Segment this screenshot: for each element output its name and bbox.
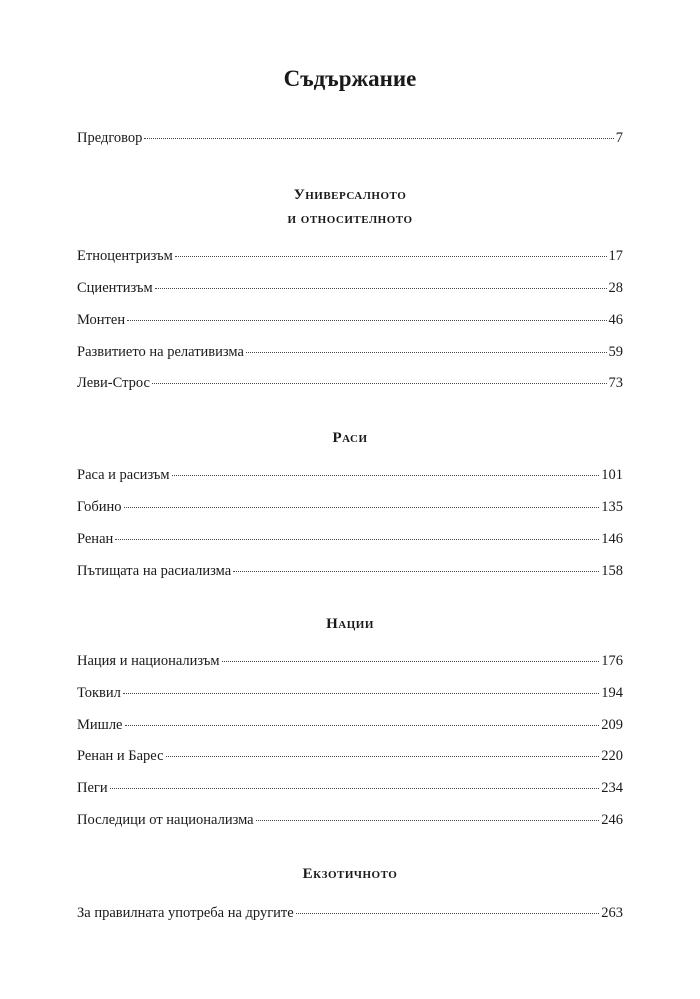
toc-entry-label: За правилната употреба на другите (77, 905, 294, 921)
section-title-universal (0, 183, 700, 231)
toc-entry-page: 28 (608, 280, 623, 296)
dot-leader (296, 913, 600, 914)
dot-leader (127, 320, 606, 321)
toc-entry-page: 46 (608, 312, 623, 328)
dot-leader (124, 507, 600, 508)
toc-entry-label: Токвил (77, 685, 121, 701)
dot-leader (256, 820, 600, 821)
toc-entry-page: 158 (601, 563, 623, 579)
toc-entry-label: Развитието на релативизма (77, 344, 244, 360)
section-title-line: и относителното (287, 211, 413, 227)
toc-entry-page: 101 (601, 467, 623, 483)
toc-entry-page: 263 (601, 905, 623, 921)
toc-entry (77, 561, 623, 581)
toc-entry-label: Гобино (77, 499, 122, 515)
toc-entry-label: Последици от национализма (77, 812, 254, 828)
section-title-line: Универсалното (293, 187, 407, 203)
section-title-races (0, 426, 700, 450)
toc-entry (77, 651, 623, 671)
toc-entry (77, 903, 623, 923)
dot-leader (172, 475, 600, 476)
dot-leader (123, 693, 599, 694)
toc-entry-label: Пътищата на расиализма (77, 563, 232, 579)
toc-entry-page: 246 (601, 812, 623, 828)
dot-leader (166, 756, 600, 757)
toc-entry (77, 278, 623, 298)
toc-entry-label: Етноцентризъм (77, 248, 173, 264)
toc-entry-label: Сциентизъм (77, 280, 153, 296)
dot-leader (175, 256, 607, 257)
toc-entry (77, 465, 623, 485)
toc-entry-label: Нация и национализъм (77, 653, 220, 669)
toc-entry-page: 73 (608, 375, 623, 391)
toc-entry-preface (77, 128, 623, 148)
dot-leader (144, 138, 613, 139)
section-title-nations (0, 612, 700, 636)
toc-entry-page: 234 (601, 780, 623, 796)
toc-entry (77, 683, 623, 703)
dot-leader (233, 571, 599, 572)
toc-entry-label: Монтен (77, 312, 126, 328)
toc-entry-label: Ренан и Барес (77, 748, 164, 764)
dot-leader (152, 383, 607, 384)
toc-entry-label: Мишле (77, 717, 123, 733)
toc-entry-page: 17 (608, 248, 623, 264)
toc-entry (77, 746, 623, 766)
toc-entry-page: 59 (608, 344, 623, 360)
toc-entry-page: 146 (601, 531, 623, 547)
section-title-line: Раси (332, 430, 368, 446)
toc-entry-page: 7 (615, 130, 623, 146)
toc-entry (77, 310, 623, 330)
toc-entry-label: Леви-Строс (77, 375, 150, 391)
toc-entry (77, 246, 623, 266)
toc-entry-label: Раса и расизъм (77, 467, 170, 483)
toc-entry-page: 220 (601, 748, 623, 764)
section-title-line: Нации (326, 616, 374, 632)
dot-leader (222, 661, 600, 662)
dot-leader (115, 539, 599, 540)
toc-entry (77, 497, 623, 517)
toc-entry (77, 810, 623, 830)
dot-leader (110, 788, 600, 789)
toc-entry-page: 209 (601, 717, 623, 733)
section-title-exotic (0, 862, 700, 886)
dot-leader (125, 725, 600, 726)
toc-entry-label: Ренан (77, 531, 114, 547)
toc-entry-page: 176 (601, 653, 623, 669)
toc-entry (77, 342, 623, 362)
toc-entry-label: Пеги (77, 780, 108, 796)
dot-leader (155, 288, 607, 289)
page-title: Съдържание (283, 66, 417, 91)
toc-entry (77, 715, 623, 735)
toc-entry (77, 778, 623, 798)
toc-entry-page: 135 (601, 499, 623, 515)
toc-entry-page: 194 (601, 685, 623, 701)
section-title-line: Екзотичното (302, 866, 398, 882)
dot-leader (246, 352, 607, 353)
toc-entry-label: Предговор (77, 130, 143, 146)
toc-entry (77, 529, 623, 549)
toc-entry (77, 373, 623, 393)
